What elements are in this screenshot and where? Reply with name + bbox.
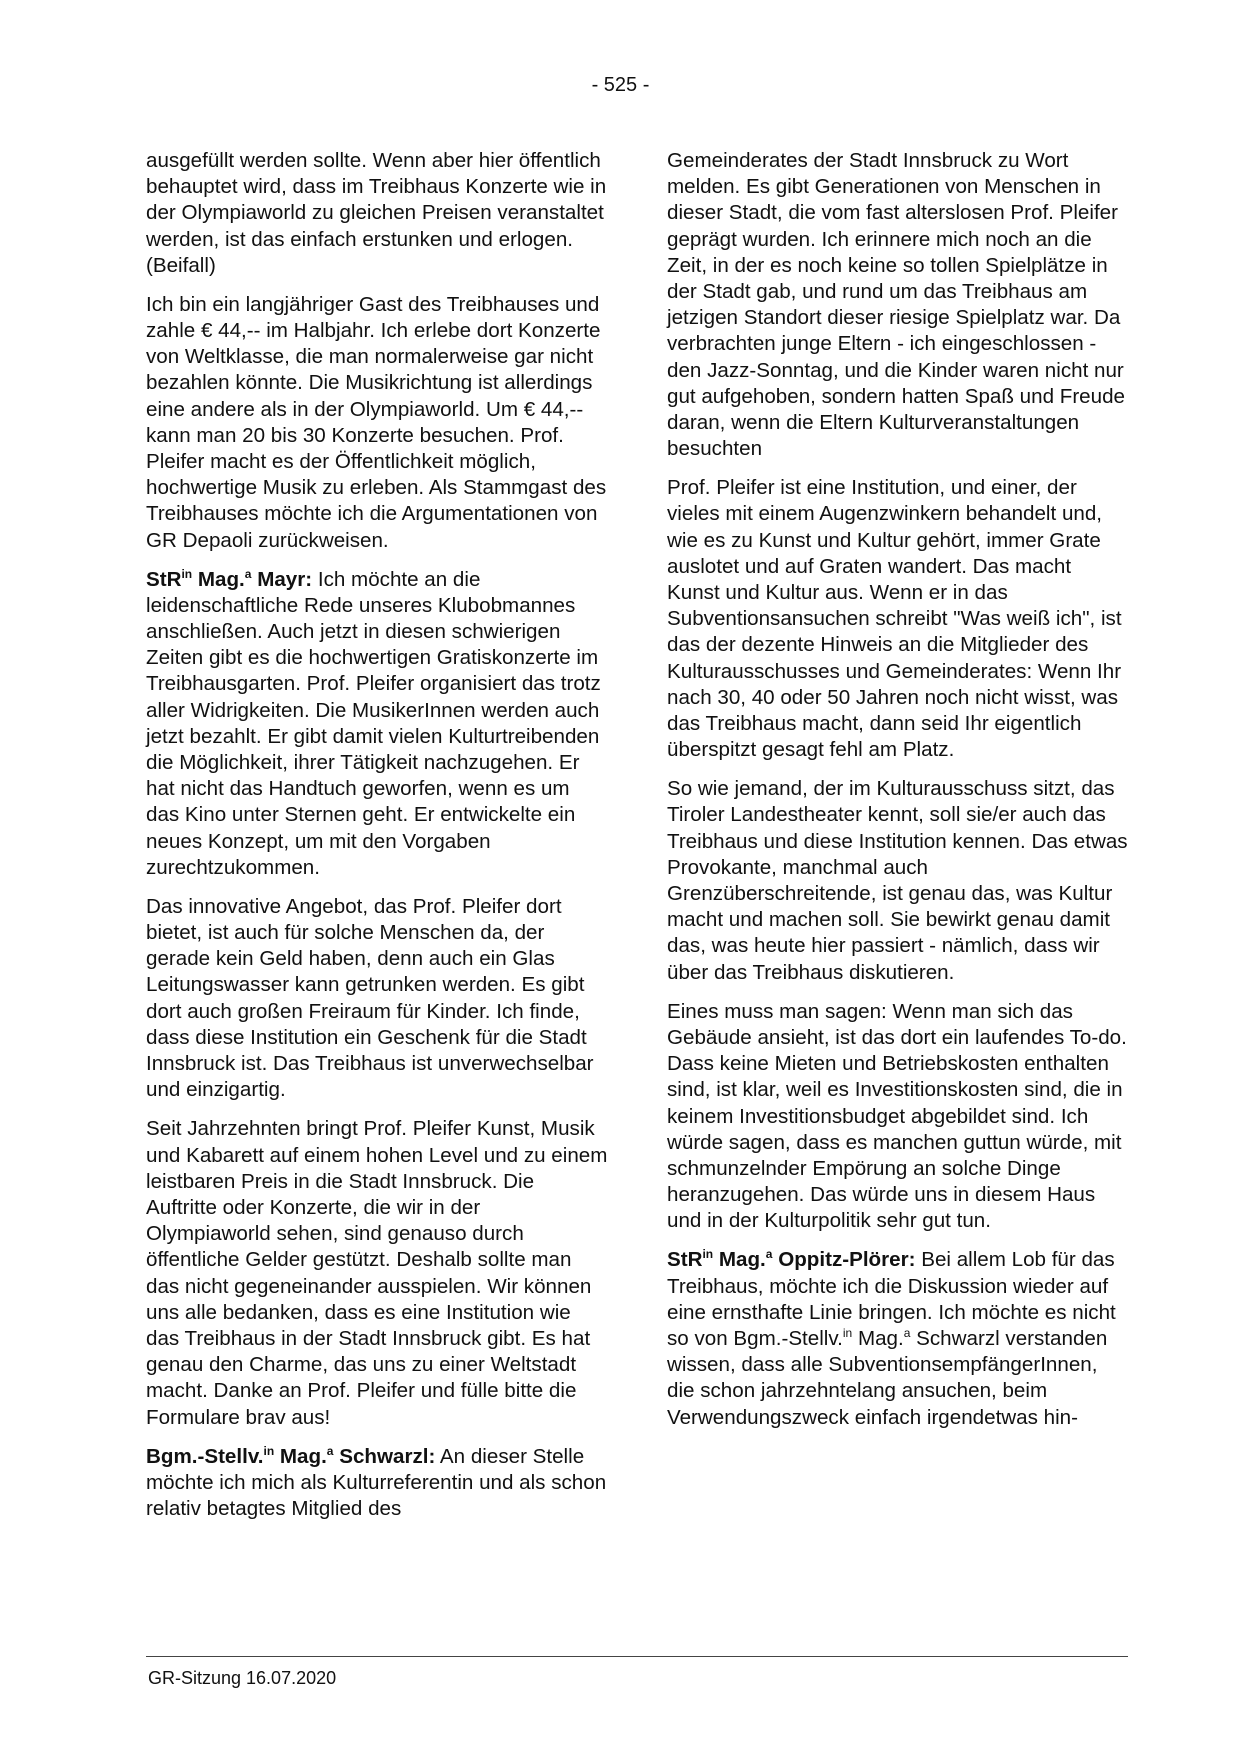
paragraph: Das innovative Angebot, das Prof. Pleifer dort bietet, ist auch für solche Menschen da, der gerade kein Geld haben, denn auch ein Glas Leitungswasser kann getrunken werden. Es gibt dort auch großen Freiraum für Kinder. Ich finde, dass diese Institution ein Geschenk für die Stadt Innsbruck ist. Das Treibhaus ist unverwechselbar und einzigartig. xyxy=(146,894,594,1102)
paragraph: Eines muss man sagen: Wenn man sich das Gebäude ansieht, ist das dort ein laufendes To-do. Dass keine Mieten und Betriebskosten enthalten sind, ist klar, weil es Investitionskosten sind, die in keinem Investitionsbudget abgebildet sind. Ich würde sagen, dass es manchen guttun würde, mit schmunzelnder Empörung an solche Dinge heranzugehen. Das würde uns in diesem Haus und in der Kulturpolitik sehr gut tun. xyxy=(667,999,1127,1233)
footer-divider xyxy=(146,1656,1128,1657)
paragraph: Seit Jahrzehnten bringt Prof. Pleifer Kunst, Musik und Kabarett auf einem hohen Level und zu einem leistbaren Preis in die Stadt Innsbruck. Die Auftritte oder Konzerte, die wir in der Olympiaworld sehen, sind genauso durch öffentliche Gelder gestützt. Deshalb sollte man das nicht gegeneinander ausspielen. Wir können uns alle bedanken, dass es eine Institution wie das Treibhaus in der Stadt Innsbruck gibt. Es hat genau den Charme, das uns zu einer Weltstadt macht. Danke an Prof. Pleifer und fülle bitte die Formulare brav aus! xyxy=(146,1117,608,1429)
speaker-name: StR$^{in}$ Mag.$^a$ Oppitz-Plörer: xyxy=(667,1247,916,1272)
page-number: - 525 - xyxy=(591,74,650,96)
paragraph: Ich bin ein langjähriger Gast des Treibhauses und zahle € 44,-- im Halbjahr. Ich erlebe dort Konzerte von Weltklasse, die man normalerweise gar nicht bezahlen könnte. Die Musikrichtung ist allerdings eine andere als in der Olympiaworld. Um € 44,-- kann man 20 bis 30 Konzerte besuchen. Prof. Pleifer macht es der Öffentlichkeit möglich, hochwertige Musik zu erleben. Als Stammgast des Treibhauses möchte ich die Argumentationen von GR Depaoli zurückweisen. xyxy=(146,292,607,552)
speech-text: Ich möchte an die leidenschaftliche Rede unseres Klubobmannes anschließen. Auch jetzt in diesen schwierigen Zeiten gibt es die hochwertigen Gratiskonzerte im Treibhausgarten. Prof. Pleifer organisiert das trotz aller Widrigkeiten. Die MusikerInnen werden auch jetzt bezahlt. Er gibt damit vielen Kulturtreibenden die Möglichkeit, ihrer Tätigkeit nachzugehen. Er hat nicht das Handtuch geworfen, wenn es um das Kino unter Sternen geht. Er entwickelte ein neues Konzept, um mit den Vorgaben zurechtzukommen. xyxy=(146,567,601,879)
speech-text: Bei allem Lob für das Treibhaus, möchte ich die Diskussion wieder auf eine ernsthafte Linie bringen. Ich möchte es nicht so von Bgm.-Stellv.$^{in}$ Mag.$^a$ Schwarzl verstanden wissen, dass alle SubventionsempfängerInnen, die schon jahrzehntelang ansuchen, beim Verwendungszweck einfach irgendetwas hin- xyxy=(667,1248,1116,1429)
left-column xyxy=(146,148,608,1535)
paragraph: ausgefüllt werden sollte. Wenn aber hier öffentlich behauptet wird, dass im Treibhaus Konzerte wie in der Olympiaworld zu gleichen Preisen veranstaltet werden, ist das einfach erstunken und erlogen. (Beifall) xyxy=(146,149,607,277)
speech-paragraph xyxy=(146,1444,608,1523)
footer-session-date: GR-Sitzung 16.07.2020 xyxy=(148,1668,337,1688)
speech-paragraph xyxy=(146,567,608,881)
speech-paragraph xyxy=(667,1247,1129,1430)
right-column xyxy=(667,148,1129,1444)
paragraph: Gemeinderates der Stadt Innsbruck zu Wort melden. Es gibt Generationen von Menschen in dieser Stadt, die vom fast alterslosen Prof. Pleifer geprägt wurden. Ich erinnere mich noch an die Zeit, in der es noch keine so tollen Spielplätze in der Stadt gab, und rund um das Treibhaus am jetzigen Standort dieser riesige Spielplatz war. Da verbrachten junge Eltern - ich eingeschlossen - den Jazz-Sonntag, und die Kinder waren nicht nur gut aufgehoben, sondern hatten Spaß und Freude daran, wenn die Eltern Kulturveranstaltungen besuchten xyxy=(667,149,1125,461)
paragraph: So wie jemand, der im Kulturausschuss sitzt, das Tiroler Landestheater kennt, soll sie/er auch das Treibhaus und diese Institution kennen. Das etwas Provokante, manchmal auch Grenzüberschreitende, ist genau das, was Kultur macht und machen soll. Sie bewirkt genau damit das, was heute hier passiert - nämlich, dass wir über das Treibhaus diskutieren. xyxy=(667,777,1128,984)
speaker-name: StR$^{in}$ Mag.$^a$ Mayr: xyxy=(146,566,313,591)
speaker-name: Bgm.-Stellv.$^{in}$ Mag.$^a$ Schwarzl: xyxy=(146,1443,436,1468)
speech-text: An dieser Stelle möchte ich mich als Kulturreferentin und als schon relativ betagtes Mitglied des xyxy=(146,1444,607,1520)
paragraph: Prof. Pleifer ist eine Institution, und einer, der vieles mit einem Augenzwinkern behandelt und, wie es zu Kunst und Kultur gehört, immer Grate auslotet und auf Graten wandert. Das macht Kunst und Kultur aus. Wenn er in das Subventionsansuchen schreibt "Was weiß ich", ist das der dezente Hinweis an die Mitglieder des Kulturausschusses und Gemeinderates: Wenn Ihr nach 30, 40 oder 50 Jahren noch nicht wisst, was das Treibhaus macht, dann seid Ihr eigentlich überspitzt gesagt fehl am Platz. xyxy=(667,476,1122,762)
